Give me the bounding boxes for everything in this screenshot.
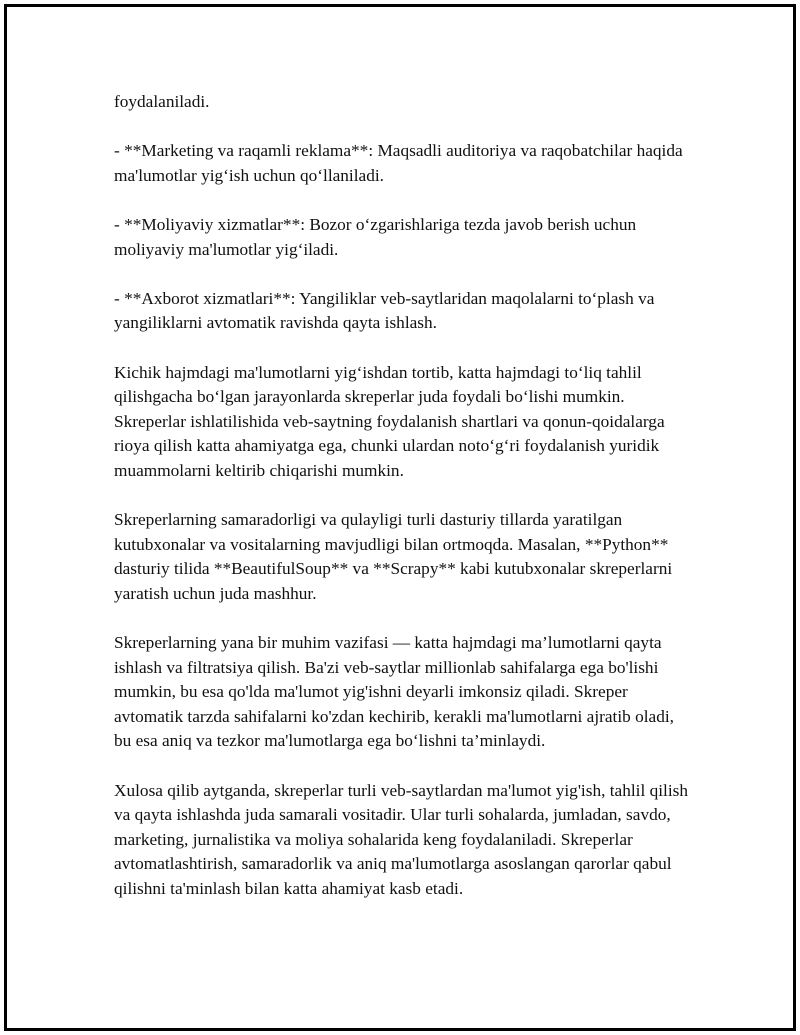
document-body (114, 90, 689, 926)
paragraph-legal-usage: Kichik hajmdagi ma'lumotlarni yig‘ishdan tortib, katta hajmdagi to‘liq tahlil qilishgacha bo‘lgan jarayonlarda skreperlar juda foydali bo‘lishi mumkin. Skreperlar ishlatilishida veb-saytning foydalanish shartlari va qonun-qoidalarga rioya qilish katta ahamiyatga ega, chunki ulardan noto‘g‘ri foydalanish yuridik muammolarni keltirib chiqarishi mumkin. (114, 362, 665, 480)
bullet-information-services: - **Axborot xizmatlari**: Yangiliklar veb-saytlaridan maqolalarni to‘plash va yangiliklarni avtomatik ravishda qayta ishlash. (114, 288, 655, 333)
paragraph-libraries: Skreperlarning samaradorligi va qulayligi turli dasturiy tillarda yaratilgan kutubxonalar va vositalarning mavjudligi bilan ortmoqda. Masalan, **Python** dasturiy tilida **BeautifulSoup** va **Scrapy** kabi kutubxonalar skreperlarni yaratish uchun juda mashhur. (114, 510, 673, 603)
paragraph-large-data: Skreperlarning yana bir muhim vazifasi — katta hajmdagi ma’lumotlarni qayta ishlash va filtratsiya qilish. Ba'zi veb-saytlar millionlab sahifalarga ega bo'lishi mumkin, bu esa qo'lda ma'lumot yig'ishni deyarli imkonsiz qiladi. Skreper avtomatik tarzda sahifalarni ko'zdan kechirib, kerakli ma'lumotlarni ajratib oladi, bu esa aniq va tezkor ma'lumotlarga ega bo‘lishni ta’minlaydi. (114, 633, 674, 751)
bullet-financial-services: - **Moliyaviy xizmatlar**: Bozor o‘zgarishlariga tezda javob berish uchun moliyaviy ma'lumotlar yig‘iladi. (114, 214, 637, 259)
paragraph-conclusion: Xulosa qilib aytganda, skreperlar turli veb-saytlardan ma'lumot yig'ish, tahlil qilish va qayta ishlashda juda samarali vositadir. Ular turli sohalarda, jumladan, savdo, marketing, jurnalistika va moliya sohalarida keng foydalaniladi. Skreperlar avtomatlashtirish, samaradorlik va aniq ma'lumotlarga asoslangan qarorlar qabul qilishni ta'minlash bilan katta ahamiyat kasb etadi. (114, 780, 688, 898)
paragraph-continuation: foydalaniladi. (114, 92, 210, 111)
bullet-marketing: - **Marketing va raqamli reklama**: Maqsadli auditoriya va raqobatchilar haqida ma'lumotlar yig‘ish uchun qo‘llaniladi. (114, 141, 683, 185)
